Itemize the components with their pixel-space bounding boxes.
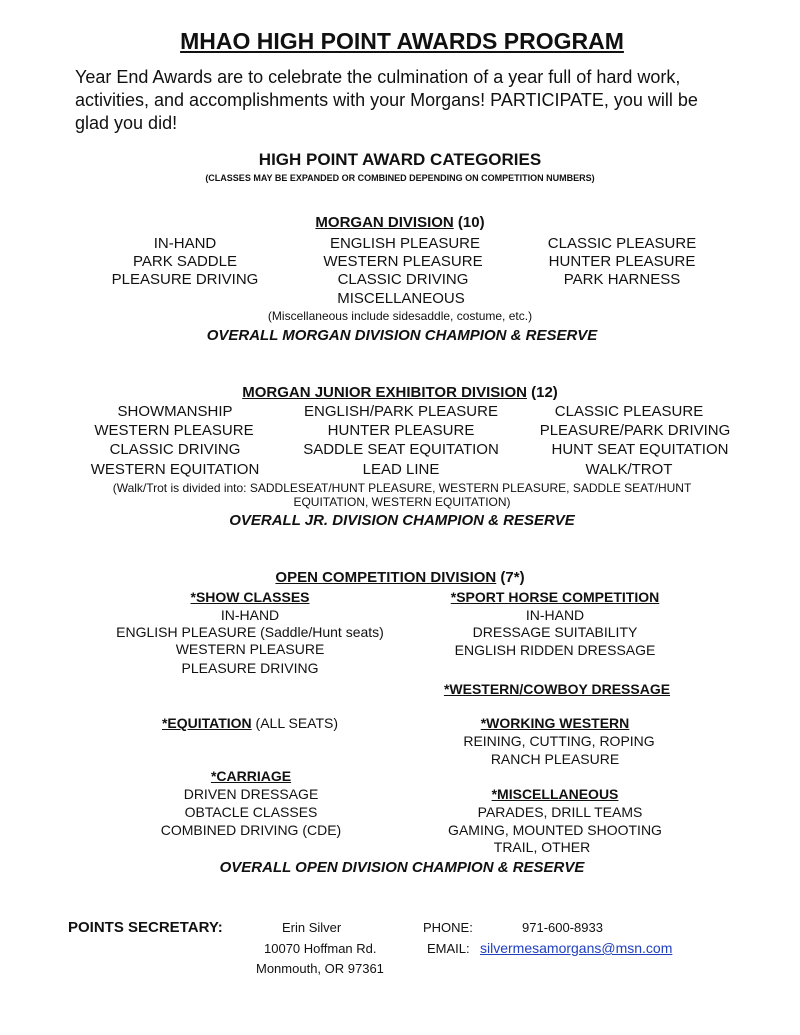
show-class-item: ENGLISH PLEASURE (Saddle/Hunt seats) xyxy=(116,624,384,640)
western-dressage-heading: *WESTERN/COWBOY DRESSAGE xyxy=(443,681,671,697)
junior-division-count: (12) xyxy=(526,384,558,401)
junior-class: SADDLE SEAT EQUITATION xyxy=(303,441,499,458)
junior-class: PLEASURE/PARK DRIVING xyxy=(539,422,731,439)
junior-class: ENGLISH/PARK PLEASURE xyxy=(304,403,498,420)
junior-class: HUNTER PLEASURE xyxy=(327,422,475,439)
points-secretary-label: POINTS SECRETARY: xyxy=(68,919,223,936)
categories-heading: HIGH POINT AWARD CATEGORIES xyxy=(258,150,542,169)
morgan-division-title: MORGAN DIVISION xyxy=(315,214,454,231)
morgan-class: PARK HARNESS xyxy=(563,271,681,288)
equitation-heading xyxy=(162,715,338,731)
carriage-item: COMBINED DRIVING (CDE) xyxy=(160,822,342,838)
sport-horse-heading: *SPORT HORSE COMPETITION xyxy=(450,589,660,605)
email-label: EMAIL: xyxy=(427,941,470,956)
junior-class: CLASSIC PLEASURE xyxy=(554,403,704,420)
junior-class: SHOWMANSHIP xyxy=(117,403,233,420)
morgan-class: PARK SADDLE xyxy=(133,253,237,270)
intro-paragraph: Year End Awards are to celebrate the culmination of a year full of hard work, activities, and accomplishments with your Morgans! PARTICIPATE, you will be glad you did! xyxy=(75,67,698,133)
working-western-heading: *WORKING WESTERN xyxy=(480,715,630,731)
junior-class: HUNT SEAT EQUITATION xyxy=(551,441,729,458)
categories-note: (CLASSES MAY BE EXPANDED OR COMBINED DEPENDING ON COMPETITION NUMBERS) xyxy=(205,173,595,183)
morgan-class: CLASSIC PLEASURE xyxy=(547,235,697,252)
address-line-2: Monmouth, OR 97361 xyxy=(256,961,384,976)
working-western-item: RANCH PLEASURE xyxy=(490,751,620,767)
junior-champion: OVERALL JR. DIVISION CHAMPION & RESERVE xyxy=(229,512,575,529)
open-division-title: OPEN COMPETITION DIVISION xyxy=(275,569,497,586)
page-title: MHAO HIGH POINT AWARDS PROGRAM xyxy=(180,28,624,54)
show-class-item: IN-HAND xyxy=(220,607,280,623)
morgan-class: MISCELLANEOUS xyxy=(337,290,465,307)
open-division-heading xyxy=(275,569,524,586)
morgan-class: CLASSIC DRIVING xyxy=(337,271,469,288)
carriage-heading: *CARRIAGE xyxy=(210,768,292,784)
miscellaneous-item: GAMING, MOUNTED SHOOTING xyxy=(448,822,662,838)
email-link[interactable]: silvermesamorgans@msn.com xyxy=(480,940,673,956)
junior-note: (Walk/Trot is divided into: SADDLESEAT/HUNT PLEASURE, WESTERN PLEASURE, SADDLE SEAT/HUNT EQUITATION, WESTERN EQUITATION) xyxy=(112,481,692,509)
junior-class: WESTERN EQUITATION xyxy=(90,461,260,478)
junior-class: LEAD LINE xyxy=(362,461,440,478)
sport-horse-item: ENGLISH RIDDEN DRESSAGE xyxy=(454,642,656,658)
phone-label: PHONE: xyxy=(423,920,473,935)
open-division-count: (7*) xyxy=(496,569,525,586)
junior-class: CLASSIC DRIVING xyxy=(109,441,241,458)
sport-horse-item: DRESSAGE SUITABILITY xyxy=(472,624,638,640)
show-class-item: WESTERN PLEASURE xyxy=(175,641,325,657)
junior-division-title: MORGAN JUNIOR EXHIBITOR DIVISION xyxy=(242,384,527,401)
carriage-item: DRIVEN DRESSAGE xyxy=(183,786,319,802)
equitation-title: *EQUITATION xyxy=(161,715,252,731)
morgan-division-count: (10) xyxy=(453,214,485,231)
miscellaneous-item: PARADES, DRILL TEAMS xyxy=(477,804,643,820)
equitation-suffix: (ALL SEATS) xyxy=(251,715,339,731)
working-western-item: REINING, CUTTING, ROPING xyxy=(463,733,655,749)
morgan-class: ENGLISH PLEASURE xyxy=(329,235,481,252)
miscellaneous-item: TRAIL, OTHER xyxy=(493,839,591,855)
morgan-class: WESTERN PLEASURE xyxy=(323,253,483,270)
morgan-division-heading xyxy=(315,214,484,231)
open-champion: OVERALL OPEN DIVISION CHAMPION & RESERVE xyxy=(219,859,585,876)
sport-horse-item: IN-HAND xyxy=(525,607,585,623)
miscellaneous-heading: *MISCELLANEOUS xyxy=(491,786,619,802)
junior-class: WESTERN PLEASURE xyxy=(94,422,254,439)
morgan-champion: OVERALL MORGAN DIVISION CHAMPION & RESERVE xyxy=(206,327,598,344)
show-class-item: PLEASURE DRIVING xyxy=(181,660,319,676)
secretary-name: Erin Silver xyxy=(282,920,342,935)
carriage-item: OBTACLE CLASSES xyxy=(184,804,318,820)
morgan-note: (Miscellaneous include sidesaddle, costume, etc.) xyxy=(267,309,533,323)
morgan-class: IN-HAND xyxy=(153,235,217,252)
morgan-class: PLEASURE DRIVING xyxy=(111,271,259,288)
show-classes-heading: *SHOW CLASSES xyxy=(190,589,310,605)
phone-number: 971-600-8933 xyxy=(522,920,603,935)
morgan-class: HUNTER PLEASURE xyxy=(548,253,696,270)
junior-division-heading xyxy=(242,384,558,401)
address-line-1: 10070 Hoffman Rd. xyxy=(264,941,377,956)
junior-class: WALK/TROT xyxy=(585,461,673,478)
